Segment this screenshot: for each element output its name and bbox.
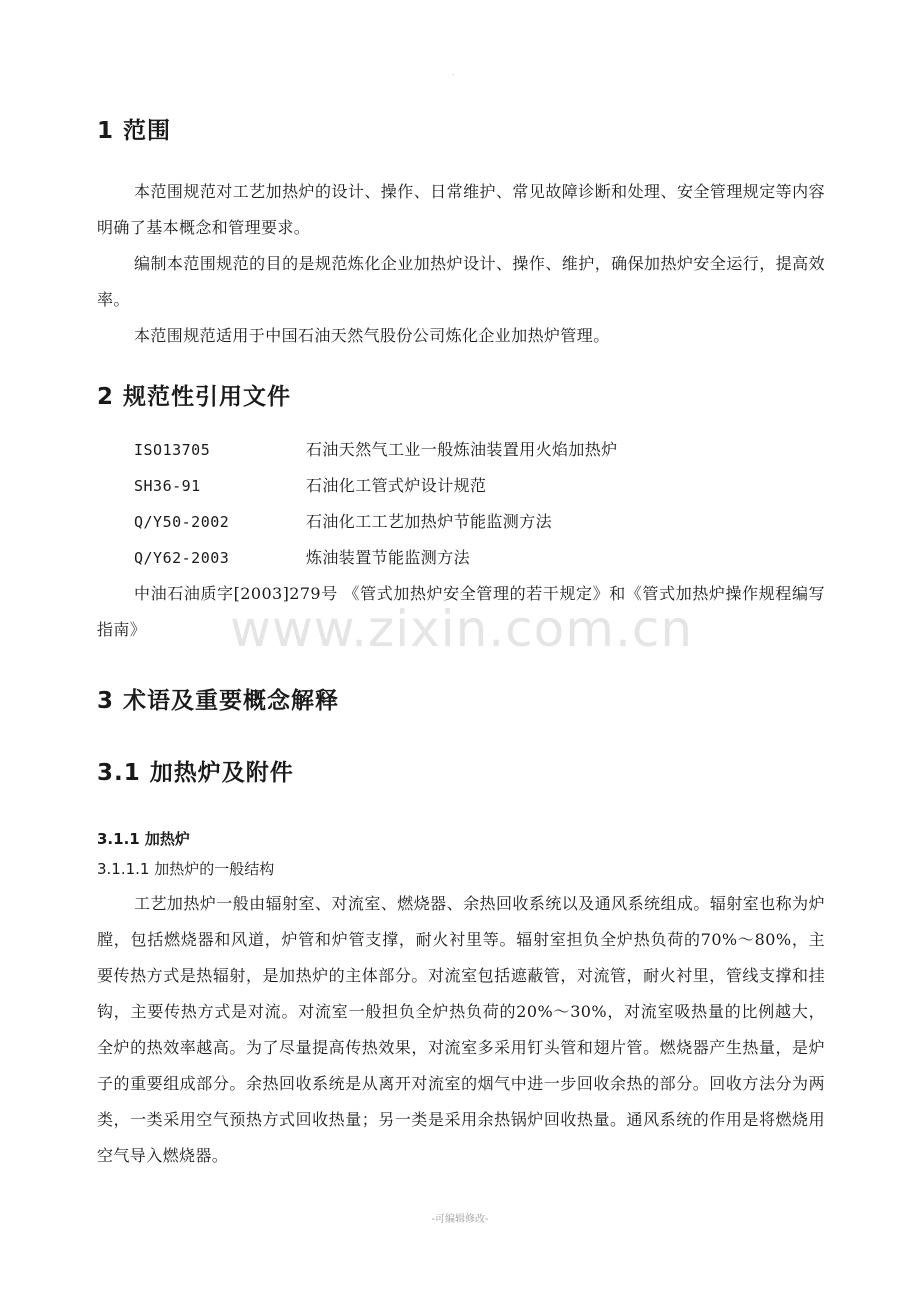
reference-code: Q/Y62-2003 [134, 549, 230, 567]
section-3-1-heading: 3.1 加热炉及附件 [97, 760, 294, 786]
section-2-heading: 2 规范性引用文件 [97, 384, 292, 410]
section-1-paragraph-3: 本范围规范适用于中国石油天然气股份公司炼化企业加热炉管理。 [134, 326, 610, 345]
reference-row [97, 468, 825, 504]
page-footer: -可编辑修改- [431, 1214, 489, 1225]
reference-code: Q/Y50-2002 [134, 513, 230, 531]
reference-title: 石油化工管式炉设计规范 [306, 476, 487, 495]
reference-code: ISO13705 [134, 441, 211, 459]
section-3-heading: 3 术语及重要概念解释 [97, 688, 340, 714]
reference-title: 石油天然气工业一般炼油装置用火焰加热炉 [306, 440, 618, 459]
top-mark: . [452, 68, 455, 77]
reference-title: 石油化工工艺加热炉节能监测方法 [306, 512, 553, 531]
section-1-paragraph-2: 编制本范围规范的目的是规范炼化企业加热炉设计、操作、维护，确保加热炉安全运行，提高效率。 [97, 254, 825, 309]
section-3-body-paragraph: 工艺加热炉一般由辐射室、对流室、燃烧器、余热回收系统以及通风系统组成。辐射室也称为炉膛，包括燃烧器和风道，炉管和炉管支撑，耐火衬里等。辐射室担负全炉热负荷的70%～80%，主要传热方式是热辐射，是加热炉的主体部分。对流室包括遮蔽管，对流管，耐火衬里，管线支撑和挂钩，主要传热方式是对流。对流室一般担负全炉热负荷的20%～30%，对流室吸热量的比例越大，全炉的热效率越高。为了尽量提高传热效果，对流室多采用钉头管和翅片管。燃烧器产生热量，是炉子的重要组成部分。余热回收系统是从离开对流室的烟气中进一步回收余热的部分。回收方法分为两类，一类采用空气预热方式回收热量；另一类是采用余热锅炉回收热量。通风系统的作用是将燃烧用空气导入燃烧器。 [97, 894, 825, 1165]
reference-row [97, 432, 825, 468]
reference-note: 中油石油质字[2003]279号 《管式加热炉安全管理的若干规定》和《管式加热炉操作规程编写指南》 [97, 584, 825, 639]
section-3-1-1-1-heading: 3.1.1.1 加热炉的一般结构 [97, 860, 275, 878]
reference-code: SH36-91 [134, 477, 201, 495]
section-3-1-1-heading: 3.1.1 加热炉 [97, 830, 190, 848]
section-1-heading: 1 范围 [97, 118, 172, 144]
reference-row [97, 504, 825, 540]
watermark: www.zixin.com.cn [230, 600, 694, 658]
reference-row [97, 540, 825, 576]
reference-title: 炼油装置节能监测方法 [306, 548, 471, 567]
document-content [97, 112, 825, 1174]
section-1-paragraph-1: 本范围规范对工艺加热炉的设计、操作、日常维护、常见故障诊断和处理、安全管理规定等内容明确了基本概念和管理要求。 [97, 182, 825, 237]
